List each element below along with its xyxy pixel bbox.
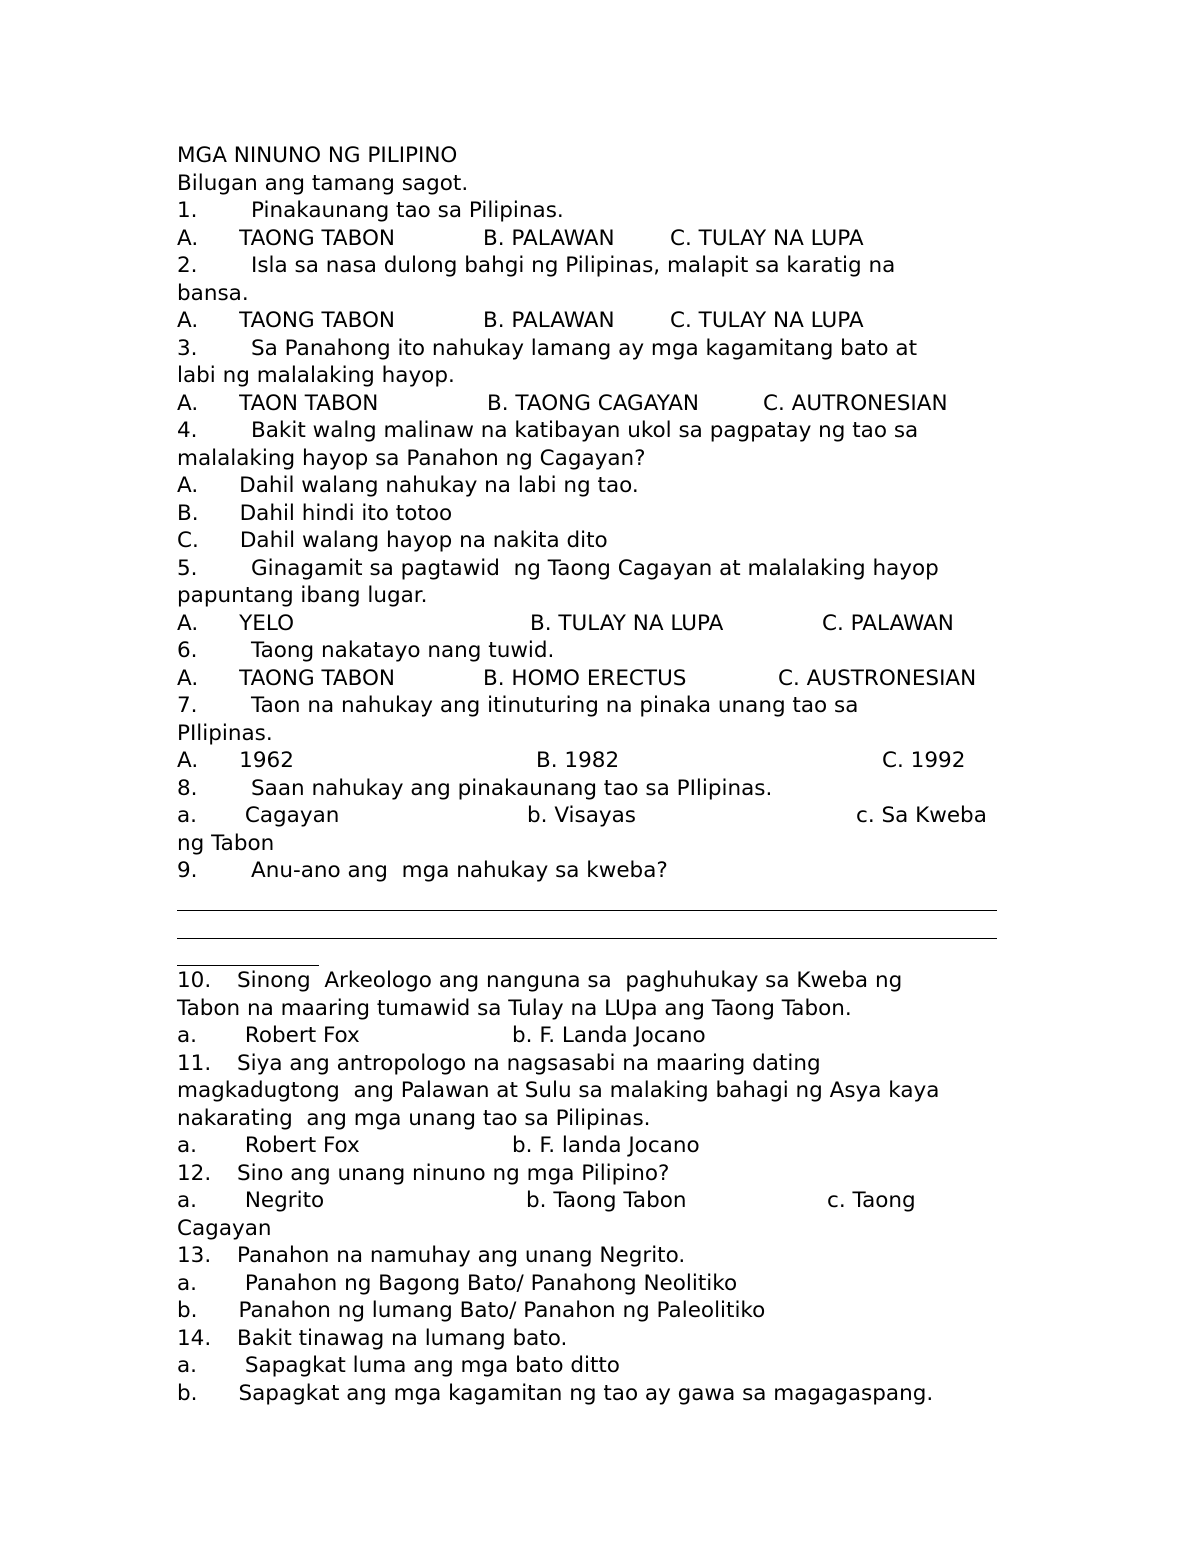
question-6-options xyxy=(177,665,1007,693)
question-1-options xyxy=(177,225,1007,253)
option-c: C. Dahil walang hayop na nakita dito xyxy=(177,528,608,553)
option-b: b. Panahon ng lumang Bato/ Panahon ng Paleolitiko xyxy=(177,1298,766,1323)
option-a: A. TAONG TABON xyxy=(177,225,396,251)
question-text: Bakit walng malinaw na katibayan ukol sa pagpatay ng tao sa xyxy=(251,418,919,443)
question-11-continued: magkadugtong ang Palawan at Sulu sa malaking bahagi ng Asya kaya xyxy=(177,1078,940,1103)
question-2-options xyxy=(177,307,1007,335)
option-b: b. Sapagkat ang mga kagamitan ng tao ay gawa sa magagaspang. xyxy=(177,1380,934,1406)
question-number: 2. xyxy=(177,253,198,278)
answer-line xyxy=(177,940,1007,968)
worksheet-title: MGA NINUNO NG PILIPINO xyxy=(177,143,458,168)
option-b: B. PALAWAN xyxy=(483,308,615,333)
question-number: 3. xyxy=(177,335,198,361)
question-2 xyxy=(177,252,1007,280)
question-text: Sinong Arkeologo ang nanguna sa paghuhukay sa Kweba ng xyxy=(237,968,903,993)
question-number: 11. xyxy=(177,1050,212,1076)
question-text: Isla sa nasa dulong bahgi ng Pilipinas, malapit sa karatig na xyxy=(251,253,896,278)
option-b: B. TULAY NA LUPA xyxy=(530,610,724,636)
question-number: 14. xyxy=(177,1325,212,1351)
option-a: a. Panahon ng Bagong Bato/ Panahong Neolitiko xyxy=(177,1270,738,1296)
option-c: C. AUTRONESIAN xyxy=(763,390,948,416)
question-text: Saan nahukay ang pinakaunang tao sa PIlipinas. xyxy=(251,775,773,801)
question-text: Sa Panahong ito nahukay lamang ay mga kagamitang bato at xyxy=(251,335,918,361)
question-text: Taong nakatayo nang tuwid. xyxy=(251,638,555,663)
question-5-options xyxy=(177,610,1007,638)
option-c: c. Taong xyxy=(827,1188,916,1213)
option-a: A. TAONG TABON xyxy=(177,665,396,691)
question-3 xyxy=(177,335,1007,363)
question-7-options xyxy=(177,747,1007,775)
question-number: 5. xyxy=(177,555,198,581)
question-text: Taon na nahukay ang itinuturing na pinaka unang tao sa xyxy=(251,693,859,718)
option-c: C. TULAY NA LUPA xyxy=(670,308,864,333)
question-number: 9. xyxy=(177,858,198,883)
question-number: 7. xyxy=(177,693,198,718)
question-10-options xyxy=(177,1022,1007,1050)
question-5 xyxy=(177,555,1007,583)
question-11 xyxy=(177,1050,1007,1078)
question-text: Ginagamit sa pagtawid ng Taong Cagayan at malalaking hayop xyxy=(251,555,939,581)
question-number: 6. xyxy=(177,638,198,663)
option-b: b. Visayas xyxy=(527,803,637,828)
option-c-continued: ng Tabon xyxy=(177,830,275,856)
question-8 xyxy=(177,775,1007,803)
question-4 xyxy=(177,417,1007,445)
question-14 xyxy=(177,1325,1007,1353)
question-text: Pinakaunang tao sa Pilipinas. xyxy=(251,198,564,223)
option-c: C. AUSTRONESIAN xyxy=(778,665,977,691)
question-8-options xyxy=(177,802,1007,830)
question-7-continued: PIlipinas. xyxy=(177,720,273,746)
option-b: b. Taong Tabon xyxy=(526,1188,687,1213)
option-c: C. TULAY NA LUPA xyxy=(670,225,864,251)
option-c-continued: Cagayan xyxy=(177,1215,272,1241)
option-b: b. F. Landa Jocano xyxy=(512,1023,706,1048)
answer-line xyxy=(177,885,1007,913)
question-3-options xyxy=(177,390,1007,418)
instruction-text: Bilugan ang tamang sagot. xyxy=(177,170,469,196)
option-a: A. TAONG TABON xyxy=(177,308,396,333)
question-number: 4. xyxy=(177,418,198,443)
option-b: B. TAONG CAGAYAN xyxy=(487,390,700,416)
question-text: Panahon na namuhay ang unang Negrito. xyxy=(237,1243,686,1268)
question-7 xyxy=(177,692,1007,720)
question-number: 1. xyxy=(177,198,198,223)
question-10-continued: Tabon na maaring tumawid sa Tulay na LUpa ang Taong Tabon. xyxy=(177,995,852,1021)
option-a: a. Cagayan xyxy=(177,803,340,828)
question-10 xyxy=(177,967,1007,995)
option-a: A. YELO xyxy=(177,610,295,636)
question-12-options xyxy=(177,1187,1007,1215)
option-b: B. 1982 xyxy=(536,748,620,773)
question-number: 13. xyxy=(177,1243,212,1268)
option-a: a. Negrito xyxy=(177,1188,325,1213)
question-text: Siya ang antropologo na nagsasabi na maaring dating xyxy=(237,1050,821,1076)
option-a: a. Sapagkat luma ang mga bato ditto xyxy=(177,1353,620,1378)
question-11-options xyxy=(177,1132,1007,1160)
question-9 xyxy=(177,857,1007,885)
option-a: A. 1962 xyxy=(177,748,294,773)
option-b: B. PALAWAN xyxy=(483,225,615,251)
question-text: Sino ang unang ninuno ng mga Pilipino? xyxy=(237,1160,670,1186)
option-a: A. Dahil walang nahukay na labi ng tao. xyxy=(177,473,639,498)
option-a: A. TAON TABON xyxy=(177,390,379,416)
option-a: a. Robert Fox xyxy=(177,1023,360,1048)
option-b: B. HOMO ERECTUS xyxy=(483,665,687,691)
option-c: C. 1992 xyxy=(882,748,966,773)
question-4-continued: malalaking hayop sa Panahon ng Cagayan? xyxy=(177,445,646,471)
question-number: 8. xyxy=(177,775,198,801)
question-number: 10. xyxy=(177,968,212,993)
question-5-continued: papuntang ibang lugar. xyxy=(177,583,428,608)
question-3-continued: labi ng malalaking hayop. xyxy=(177,363,455,388)
option-b: b. F. landa Jocano xyxy=(512,1133,700,1158)
option-c: C. PALAWAN xyxy=(822,610,954,636)
answer-line xyxy=(177,912,1007,940)
question-text: Anu-ano ang mga nahukay sa kweba? xyxy=(251,858,668,883)
option-a: a. Robert Fox xyxy=(177,1133,360,1158)
worksheet-content xyxy=(177,142,1007,1407)
question-12 xyxy=(177,1160,1007,1188)
question-number: 12. xyxy=(177,1160,212,1186)
question-1 xyxy=(177,197,1007,225)
option-b: B. Dahil hindi ito totoo xyxy=(177,500,453,526)
question-2-continued: bansa. xyxy=(177,280,249,306)
question-6 xyxy=(177,637,1007,665)
option-c: c. Sa Kweba xyxy=(856,803,987,828)
question-13 xyxy=(177,1242,1007,1270)
question-text: Bakit tinawag na lumang bato. xyxy=(237,1325,568,1351)
question-11-continued: nakarating ang mga unang tao sa Pilipinas. xyxy=(177,1105,651,1131)
